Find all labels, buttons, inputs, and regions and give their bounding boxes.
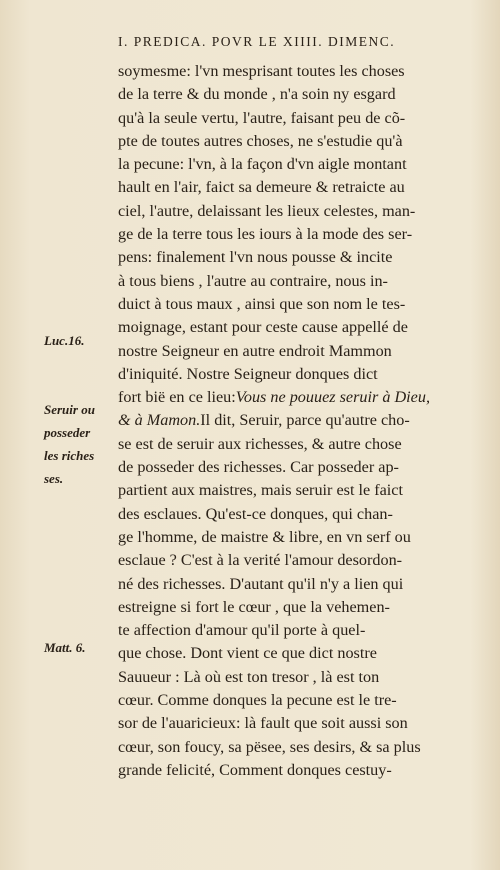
text-line: à tous biens , l'autre au contraire, nous in- xyxy=(118,271,388,290)
text-line: des esclaues. Qu'est-ce donques, qui chan- xyxy=(118,504,393,523)
text-line: que chose. Dont vient ce que dict nostre xyxy=(118,644,377,663)
text-line: cœur, son foucy, sa pësee, ses desirs, & sa plus xyxy=(118,737,421,756)
margin-note: ses. xyxy=(44,471,64,486)
text-line: la pecune: l'vn, à la façon d'vn aigle montant xyxy=(118,155,407,174)
text-line: ge l'homme, de maistre & libre, en vn serf ou xyxy=(118,527,411,546)
text-line: né des richesses. D'autant qu'il n'y a lien qui xyxy=(118,574,404,593)
text-line: de la terre & du monde , n'a soin ny esgard xyxy=(118,85,396,104)
text-line: grande felicité, Comment donques cestuy- xyxy=(118,760,392,779)
text-line: nostre Seigneur en autre endroit Mammon xyxy=(118,341,392,360)
body-text xyxy=(118,60,490,782)
text-line: ciel, l'autre, delaissant les lieux celestes, man- xyxy=(118,201,416,220)
text-line: duict à tous maux , ainsi que son nom le tes- xyxy=(118,294,406,313)
text-line: moignage, estant pour ceste cause appellé de xyxy=(118,318,408,337)
text-line: cœur. Comme donques la pecune est le tre- xyxy=(118,691,397,710)
text-line: te affection d'amour qu'il porte à quel- xyxy=(118,621,366,640)
margin-note: posseder xyxy=(44,425,91,440)
text-line: se est de seruir aux richesses, & autre chose xyxy=(118,434,402,453)
margin-note: les riches xyxy=(44,448,95,463)
margin-note: Seruir ou xyxy=(44,402,95,417)
text-line: estreigne si fort le cœur , que la vehemen- xyxy=(118,597,390,616)
text-line: Sauueur : Là où est ton tresor , là est ton xyxy=(118,667,380,686)
text-line: soymesme: l'vn mesprisant toutes les choses xyxy=(118,62,405,80)
text-line: hault en l'air, faict sa demeure & retraicte au xyxy=(118,178,405,197)
text-line: qu'à la seule vertu, l'autre, faisant peu de cõ- xyxy=(118,108,406,127)
text-line: & à Mamon.Il dit, Seruir, parce qu'autre cho- xyxy=(118,411,410,430)
text-line: de posseder des richesses. Car posseder ap- xyxy=(118,458,399,477)
text-line: pte de toutes autres choses, ne s'estudie qu'à xyxy=(118,131,403,150)
text-line: esclaue ? C'est à la verité l'amour desordon- xyxy=(118,551,403,570)
text-line: d'iniquité. Nostre Seigneur donques dict xyxy=(118,364,378,383)
text-line: partient aux maistres, mais seruir est le faict xyxy=(118,481,403,500)
text-line: pens: finalement l'vn nous pousse & incite xyxy=(118,248,393,267)
running-header: I. PREDICA. POVR LE XIIII. DIMENC. xyxy=(118,34,396,49)
text-line: fort bië en ce lieu:Vous ne pouuez seruir à Dieu, xyxy=(118,388,430,407)
margin-note: Luc.16. xyxy=(44,333,85,348)
text-line: sor de l'auaricieux: là fault que soit aussi son xyxy=(118,714,408,733)
text-line: ge de la terre tous les iours à la mode des ser- xyxy=(118,225,413,244)
margin-note: Matt. 6. xyxy=(44,640,86,655)
